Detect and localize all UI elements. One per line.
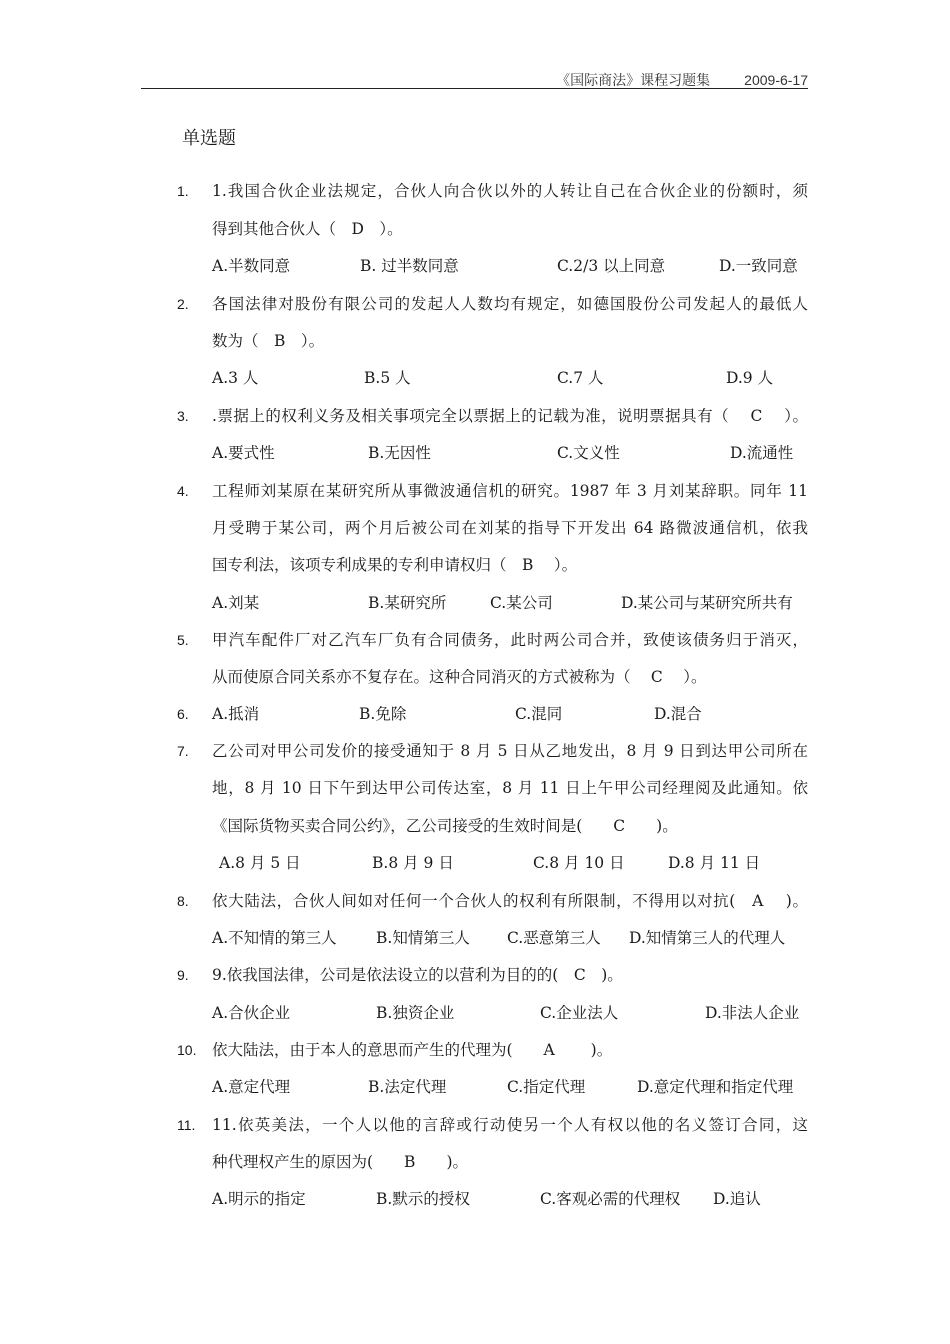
question-text: 11.依英美法，一个人以他的言辞或行动使另一个人有权以他的名义签订合同，这 (212, 1116, 808, 1134)
header-date: 2009-6-17 (744, 72, 808, 88)
option-d: D.9 人 (726, 369, 774, 387)
question-number: 6. (177, 706, 189, 722)
option-a: A.刘某 (212, 594, 260, 612)
option-a: A.明示的指定 (212, 1190, 306, 1208)
question-text: 甲汽车配件厂对乙汽车厂负有合同债务，此时两公司合并，致使该债务归于消灭， (212, 631, 808, 649)
option-d: D.非法人企业 (705, 1004, 800, 1022)
option-a: A.8 月 5 日 (219, 854, 301, 872)
question-text: 各国法律对股份有限公司的发起人人数均有规定，如德国股份公司发起人的最低人 (212, 295, 808, 313)
option-b: B.默示的授权 (376, 1190, 470, 1208)
question-number: 9. (177, 967, 189, 983)
question-number: 1. (177, 183, 189, 199)
question-text: 从而使原合同关系亦不复存在。这种合同消灭的方式被称为（ C ）。 (212, 668, 707, 686)
option-a: A.半数同意 (212, 257, 291, 275)
header-title: 《国际商法》课程习题集 (556, 73, 711, 89)
page-header (141, 70, 808, 89)
question-number: 10. (177, 1042, 197, 1058)
option-a: A.意定代理 (212, 1078, 291, 1096)
option-d: D.追认 (713, 1190, 761, 1208)
header-rule (141, 88, 808, 89)
option-b: B. 过半数同意 (360, 257, 459, 275)
question-text: 得到其他合伙人（ D ）。 (212, 220, 403, 238)
option-a: A.3 人 (212, 369, 259, 387)
option-c: C.7 人 (557, 369, 604, 387)
option-c: C.文义性 (557, 444, 620, 462)
option-c: C.恶意第三人 (507, 929, 601, 947)
question-number: 8. (177, 893, 189, 909)
question-number: 7. (177, 743, 189, 759)
question-text: 依大陆法，由于本人的意思而产生的代理为( A )。 (212, 1041, 613, 1059)
option-a: A.合伙企业 (212, 1004, 291, 1022)
option-d: D.意定代理和指定代理 (637, 1078, 794, 1096)
option-b: B.无因性 (368, 444, 431, 462)
option-d: D.8 月 11 日 (668, 854, 761, 872)
option-b: B.法定代理 (368, 1078, 447, 1096)
question-text: 种代理权产生的原因为( B )。 (212, 1153, 468, 1171)
option-c: C.8 月 10 日 (533, 854, 625, 872)
section-title: 单选题 (182, 128, 236, 149)
question-number: 4. (177, 483, 189, 499)
option-b: B.5 人 (364, 369, 411, 387)
option-b: B.独资企业 (376, 1004, 455, 1022)
option-d: D.一致同意 (719, 257, 798, 275)
option-c: C.混同 (515, 705, 563, 723)
question-text: 月受聘于某公司，两个月后被公司在刘某的指导下开发出 64 路微波通信机，依我 (212, 519, 808, 537)
option-a: A.抵消 (212, 705, 260, 723)
option-c: C.某公司 (490, 594, 553, 612)
option-d: D.知情第三人的代理人 (629, 929, 786, 947)
question-text: 国专利法，该项专利成果的专利申请权归（ B ）。 (212, 556, 578, 574)
option-d: D.某公司与某研究所共有 (621, 594, 793, 612)
question-number: 5. (177, 632, 189, 648)
question-text: 1.我国合伙企业法规定，合伙人向合伙以外的人转让自己在合伙企业的份额时，须 (212, 182, 808, 200)
option-b: B.免除 (359, 705, 407, 723)
question-text: 工程师刘某原在某研究所从事微波通信机的研究。1987 年 3 月刘某辞职。同年 11 (212, 482, 808, 500)
option-d: D.流通性 (730, 444, 794, 462)
option-c: C.指定代理 (507, 1078, 586, 1096)
question-text: 依大陆法，合伙人间如对任何一个合伙人的权利有所限制，不得用以对抗( A )。 (212, 892, 808, 910)
option-c: C.企业法人 (540, 1004, 619, 1022)
question-text: 数为（ B ）。 (212, 332, 325, 350)
question-number: 3. (177, 408, 189, 424)
question-number: 2. (177, 296, 189, 312)
question-number: 11. (177, 1117, 196, 1133)
option-d: D.混合 (654, 705, 702, 723)
option-b: B.某研究所 (368, 594, 447, 612)
question-text: 9.依我国法律，公司是依法设立的以营利为目的的( C )。 (212, 966, 623, 984)
option-b: B.知情第三人 (376, 929, 470, 947)
question-text: 乙公司对甲公司发价的接受通知于 8 月 5 日从乙地发出，8 月 9 日到达甲公司所在 (212, 742, 808, 760)
question-text: 《国际货物买卖合同公约》，乙公司接受的生效时间是( C )。 (212, 817, 678, 835)
option-a: A.要式性 (212, 444, 275, 462)
question-text: .票据上的权利义务及相关事项完全以票据上的记载为准，说明票据具有（ C ）。 (212, 407, 808, 425)
option-a: A.不知情的第三人 (212, 929, 337, 947)
option-c: C.2/3 以上同意 (557, 257, 666, 275)
option-c: C.客观必需的代理权 (540, 1190, 681, 1208)
option-b: B.8 月 9 日 (372, 854, 454, 872)
question-text: 地，8 月 10 日下午到达甲公司传达室，8 月 11 日上午甲公司经理阅及此通知。依 (212, 779, 808, 797)
